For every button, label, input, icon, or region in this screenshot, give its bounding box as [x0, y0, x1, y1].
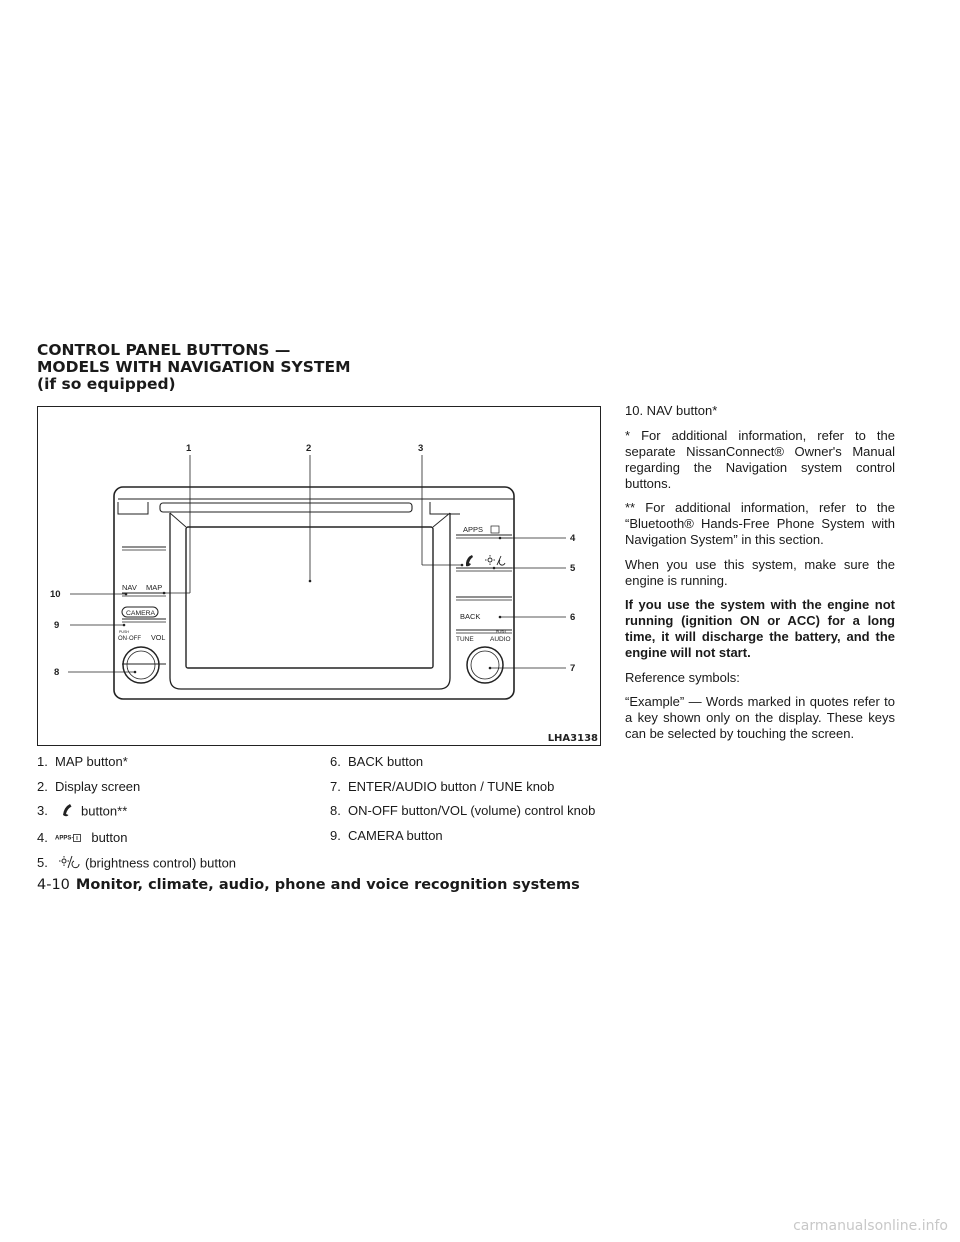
legend-num-2: 2. [37, 778, 48, 794]
camera-label: CAMERA [126, 610, 156, 617]
callout-3: 3 [418, 443, 424, 454]
control-panel-illustration [38, 407, 601, 746]
callout-8: 8 [54, 667, 60, 678]
reference-symbols-title: Reference symbols: [625, 669, 740, 685]
callout-5: 5 [570, 563, 576, 574]
callout-9: 9 [54, 620, 60, 631]
brightness-icon [59, 855, 81, 873]
vol-knob [123, 647, 159, 683]
callout-4: 4 [570, 533, 576, 544]
footnote-double: ** For additional information, refer to the “Bluetooth® Hands-Free Phone System with Navigation System” in this section. [625, 500, 895, 547]
legend-item-4 [37, 830, 302, 847]
map-label: MAP [146, 583, 163, 592]
reference-symbols-text: “Example” — Words marked in quotes refer to a key shown only on the display. These keys can be selected by touching the screen. [625, 694, 895, 741]
legend-item-2 [37, 779, 302, 795]
phone-icon [61, 803, 73, 821]
legend-num-7: 7. [330, 778, 341, 794]
push-left-label: PUSH [119, 630, 129, 634]
apps-icon [55, 830, 81, 847]
panel-phone-icon [466, 555, 473, 566]
engine-note: When you use this system, make sure the engine is running. [625, 556, 895, 588]
vol-label: VOL [151, 633, 166, 642]
display-screen [186, 527, 433, 668]
panel-brightness-icon [485, 555, 505, 565]
legend-item-7 [330, 779, 602, 795]
disc-slot-opening [160, 503, 412, 512]
tune-label: TUNE [456, 636, 474, 643]
legend-item-5 [37, 855, 302, 873]
apps-box [491, 526, 499, 533]
legend-text-5: (brightness control) button [85, 855, 237, 871]
apps-label: APPS [463, 525, 484, 534]
section-heading [37, 341, 351, 393]
legend-text-1: MAP button* [55, 754, 128, 769]
chapter-title: Monitor, climate, audio, phone and voice recognition systems [75, 877, 580, 893]
legend-item-10: 10. NAV button* [625, 403, 718, 418]
on-off-label: ON·OFF [118, 636, 141, 642]
legend-num-4: 4. [37, 829, 48, 845]
page-number: 4-10 [37, 877, 70, 893]
legend-text-4: button [91, 829, 128, 845]
push-right-label: PUSH [496, 630, 506, 634]
legend-text-9: CAMERA button [348, 827, 443, 843]
legend-text-8: ON-OFF button/VOL (volume) control knob [348, 803, 596, 818]
legend-item-8 [330, 803, 602, 819]
legend-num-8: 8. [330, 803, 341, 818]
legend-right [330, 754, 602, 852]
legend-text-3: button** [81, 803, 128, 819]
legend-num-1: 1. [37, 754, 48, 769]
page-footer [37, 877, 580, 893]
section-heading-line-2: MODELS WITH NAVIGATION SYSTEM [37, 358, 351, 376]
watermark: carmanualsonline.info [793, 1218, 948, 1234]
apps-icon-text: APPS· [55, 835, 74, 842]
tune-knob [467, 647, 503, 683]
back-label: BACK [460, 612, 481, 621]
legend-text-7: ENTER/AUDIO button / TUNE knob [348, 778, 555, 794]
callout-7: 7 [570, 663, 576, 674]
legend-num-6: 6. [330, 754, 341, 769]
legend-item-6 [330, 754, 602, 770]
right-column [625, 403, 895, 751]
callout-6: 6 [570, 612, 576, 623]
footnote-single: * For additional information, refer to the separate NissanConnect® Owner's Manual regarding the Navigation system control buttons. [625, 427, 895, 491]
legend-num-9: 9. [330, 827, 341, 843]
section-heading-line-3: (if so equipped) [37, 375, 176, 393]
audio-label: AUDIO [490, 636, 511, 643]
legend-num-3: 3. [37, 803, 48, 819]
legend-num-5: 5. [37, 855, 48, 871]
battery-warning: If you use the system with the engine not running (ignition ON or ACC) for a long time, it will discharge the battery, and the engine will not start. [625, 597, 895, 660]
nav-label: NAV [122, 583, 137, 592]
legend-text-2: Display screen [55, 778, 141, 794]
legend-text-6: BACK button [348, 754, 424, 769]
figure-code: LHA3138 [547, 733, 598, 744]
legend-left [37, 754, 302, 881]
callout-2: 2 [306, 443, 312, 454]
callout-10: 10 [50, 589, 61, 600]
legend-item-9 [330, 828, 602, 844]
callout-1: 1 [186, 443, 192, 454]
legend-item-3 [37, 803, 302, 821]
control-panel-figure [37, 406, 601, 746]
legend-item-1 [37, 754, 302, 770]
section-heading-line-1: CONTROL PANEL BUTTONS — [37, 341, 291, 359]
